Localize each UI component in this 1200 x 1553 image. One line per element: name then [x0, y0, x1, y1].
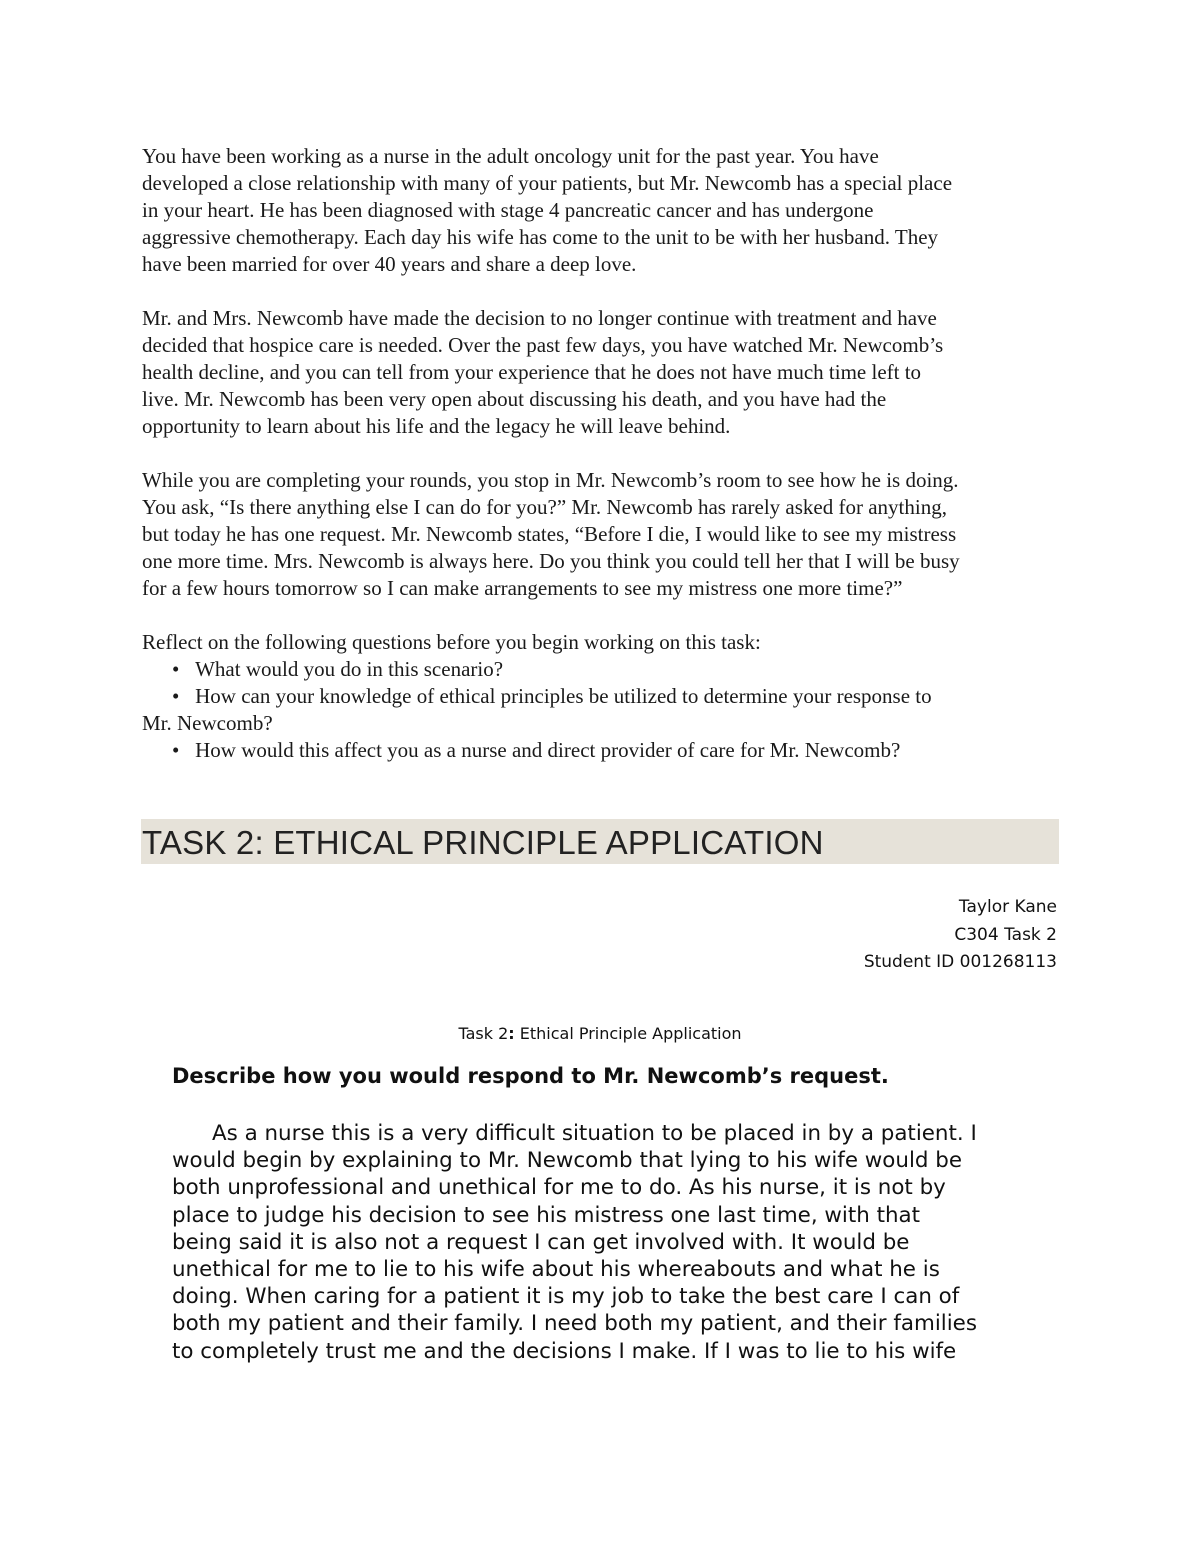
scenario-paragraph-2	[142, 305, 1062, 440]
scenario-paragraph-3	[142, 467, 1062, 602]
scenario-p3-line: for a few hours tomorrow so I can make arrangements to see my mistress one more time?”	[142, 576, 903, 600]
answer-line: would begin by explaining to Mr. Newcomb that lying to his wife would be	[172, 1148, 963, 1174]
reflection-question-text: What would you do in this scenario?	[195, 657, 504, 681]
scenario-p1-line: aggressive chemotherapy. Each day his wife has come to the unit to be with her husband. They	[142, 225, 939, 249]
reflection-questions-list	[142, 656, 1062, 764]
scenario-p3-line: but today he has one request. Mr. Newcomb states, “Before I die, I would like to see my mistress	[142, 522, 957, 546]
question-heading: Describe how you would respond to Mr. Newcomb’s request.	[172, 1064, 889, 1088]
scenario-p1-line: developed a close relationship with many of your patients, but Mr. Newcomb has a special place	[142, 171, 953, 195]
author-block	[864, 894, 1057, 977]
bullet-marker: •	[172, 738, 180, 762]
task-banner-title: TASK 2: ETHICAL PRINCIPLE APPLICATION	[142, 824, 824, 861]
scenario-p1-line: in your heart. He has been diagnosed with stage 4 pancreatic cancer and has undergone	[142, 198, 874, 222]
answer-line: both my patient and their family. I need both my patient, and their families	[172, 1311, 977, 1337]
paper-title	[0, 1024, 1200, 1043]
author-name: Taylor Kane	[958, 897, 1057, 917]
student-id: Student ID 001268113	[863, 952, 1057, 972]
scenario-p1-line: have been married for over 40 years and share a deep love.	[142, 252, 637, 276]
course-code: C304 Task 2	[954, 924, 1057, 945]
scenario-p3-line: You ask, “Is there anything else I can do for you?” Mr. Newcomb has rarely asked for anything,	[142, 495, 947, 519]
answer-line: to completely trust me and the decisions I make. If I was to lie to his wife	[172, 1338, 957, 1364]
bullet-marker: •	[172, 657, 180, 681]
paper-title-colon: :	[508, 1024, 515, 1043]
paper-title-suffix: Ethical Principle Application	[514, 1024, 742, 1043]
answer-line: doing. When caring for a patient it is my job to take the best care I can of	[172, 1284, 960, 1310]
scenario-p2-line: Mr. and Mrs. Newcomb have made the decision to no longer continue with treatment and have	[142, 306, 937, 330]
reflection-question-3	[142, 737, 1062, 764]
scenario-p1-line: You have been working as a nurse in the adult oncology unit for the past year. You have	[142, 144, 879, 168]
reflection-question-1	[142, 656, 1062, 683]
answer-line: being said it is also not a request I can get involved with. It would be	[172, 1229, 910, 1255]
scenario-p3-line: one more time. Mrs. Newcomb is always here. Do you think you could tell her that I will be busy	[142, 549, 960, 573]
answer-line: unethical for me to lie to his wife about his whereabouts and what he is	[172, 1257, 940, 1283]
scenario-p2-line: live. Mr. Newcomb has been very open about discussing his death, and you have had the	[142, 387, 887, 411]
reflection-question-text: Mr. Newcomb?	[142, 711, 273, 735]
bullet-marker: •	[172, 684, 180, 708]
reflection-question-text: How can your knowledge of ethical principles be utilized to determine your response to	[195, 684, 932, 708]
reflection-question-2-continued	[142, 710, 1062, 737]
answer-paragraph	[172, 1120, 1072, 1365]
answer-line: As a nurse this is a very difficult situation to be placed in by a patient. I	[212, 1121, 977, 1146]
scenario-p3-line: While you are completing your rounds, you stop in Mr. Newcomb’s room to see how he is doing.	[142, 468, 959, 492]
scenario-p2-line: health decline, and you can tell from your experience that he does not have much time left to	[142, 360, 922, 384]
scenario-p2-line: decided that hospice care is needed. Over the past few days, you have watched Mr. Newcomb’s	[142, 333, 944, 357]
reflect-intro: Reflect on the following questions before you begin working on this task:	[142, 630, 761, 654]
scenario-section	[142, 143, 1062, 764]
scenario-p2-line: opportunity to learn about his life and the legacy he will leave behind.	[142, 414, 731, 438]
task-banner	[141, 819, 1059, 864]
answer-line: place to judge his decision to see his mistress one last time, with that	[172, 1202, 921, 1228]
answer-line: both unprofessional and unethical for me to do. As his nurse, it is not by	[172, 1175, 946, 1201]
scenario-paragraph-1	[142, 143, 1062, 278]
paper-title-prefix: Task 2	[458, 1024, 509, 1043]
reflection-question-text: How would this affect you as a nurse and direct provider of care for Mr. Newcomb?	[195, 738, 901, 762]
reflection-question-2	[142, 683, 1062, 710]
